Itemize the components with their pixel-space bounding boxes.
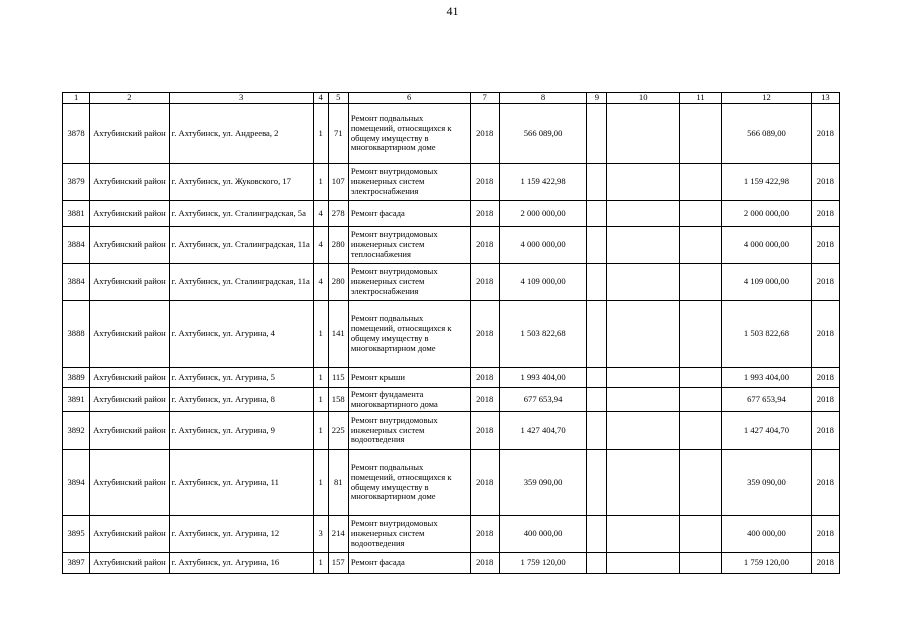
cell-floors: 4 xyxy=(313,264,328,301)
cell-work-type: Ремонт внутридомовых инженерных систем электроснабжения xyxy=(348,164,470,201)
cell-district: Ахтубинский район xyxy=(90,553,170,574)
cell-total-cost: 1 159 422,98 xyxy=(499,164,587,201)
cell-record-number: 3892 xyxy=(63,412,90,450)
cell-col11 xyxy=(679,201,721,227)
cell-district: Ахтубинский район xyxy=(90,301,170,368)
table-row xyxy=(63,553,840,574)
cell-col9 xyxy=(587,450,607,516)
cell-district: Ахтубинский район xyxy=(90,201,170,227)
cell-start-year: 2018 xyxy=(470,201,499,227)
cell-district: Ахтубинский район xyxy=(90,388,170,412)
cell-district: Ахтубинский район xyxy=(90,516,170,553)
cell-start-year: 2018 xyxy=(470,301,499,368)
cell-work-type: Ремонт внутридомовых инженерных систем водоотведения xyxy=(348,516,470,553)
cell-floors: 1 xyxy=(313,388,328,412)
header-row xyxy=(63,93,840,104)
cell-floors: 1 xyxy=(313,368,328,388)
cell-col10 xyxy=(607,368,679,388)
table-row xyxy=(63,412,840,450)
cell-apartments: 71 xyxy=(328,104,348,164)
cell-cost-fund: 566 089,00 xyxy=(722,104,812,164)
cell-cost-fund: 1 993 404,00 xyxy=(722,368,812,388)
cell-floors: 4 xyxy=(313,201,328,227)
cell-col11 xyxy=(679,164,721,201)
cell-address: г. Ахтубинск, ул. Андреева, 2 xyxy=(169,104,313,164)
cell-start-year: 2018 xyxy=(470,388,499,412)
cell-cost-fund: 677 653,94 xyxy=(722,388,812,412)
cell-cost-fund: 1 503 822,68 xyxy=(722,301,812,368)
cell-col11 xyxy=(679,553,721,574)
cell-floors: 1 xyxy=(313,412,328,450)
cell-col9 xyxy=(587,104,607,164)
cell-total-cost: 1 427 404,70 xyxy=(499,412,587,450)
cell-floors: 1 xyxy=(313,301,328,368)
cell-record-number: 3878 xyxy=(63,104,90,164)
cell-floors: 3 xyxy=(313,516,328,553)
cell-end-year: 2018 xyxy=(811,412,839,450)
cell-start-year: 2018 xyxy=(470,227,499,264)
cell-work-type: Ремонт крыши xyxy=(348,368,470,388)
column-header-8: 8 xyxy=(499,93,587,104)
table-row xyxy=(63,368,840,388)
column-header-7: 7 xyxy=(470,93,499,104)
cell-work-type: Ремонт фундамента многоквартирного дома xyxy=(348,388,470,412)
cell-apartments: 81 xyxy=(328,450,348,516)
cell-cost-fund: 4 109 000,00 xyxy=(722,264,812,301)
cell-col10 xyxy=(607,450,679,516)
cell-col10 xyxy=(607,201,679,227)
table-row xyxy=(63,201,840,227)
cell-district: Ахтубинский район xyxy=(90,450,170,516)
cell-col9 xyxy=(587,516,607,553)
column-header-3: 3 xyxy=(169,93,313,104)
cell-cost-fund: 359 090,00 xyxy=(722,450,812,516)
cell-col9 xyxy=(587,368,607,388)
cell-record-number: 3881 xyxy=(63,201,90,227)
cell-address: г. Ахтубинск, ул. Агурина, 12 xyxy=(169,516,313,553)
cell-col9 xyxy=(587,553,607,574)
cell-record-number: 3895 xyxy=(63,516,90,553)
cell-end-year: 2018 xyxy=(811,553,839,574)
cell-work-type: Ремонт внутридомовых инженерных систем теплоснабжения xyxy=(348,227,470,264)
cell-work-type: Ремонт внутридомовых инженерных систем водоотведения xyxy=(348,412,470,450)
cell-col10 xyxy=(607,516,679,553)
cell-apartments: 214 xyxy=(328,516,348,553)
cell-apartments: 278 xyxy=(328,201,348,227)
cell-col11 xyxy=(679,227,721,264)
cell-record-number: 3891 xyxy=(63,388,90,412)
cell-address: г. Ахтубинск, ул. Сталинградская, 5а xyxy=(169,201,313,227)
cell-cost-fund: 1 427 404,70 xyxy=(722,412,812,450)
cell-end-year: 2018 xyxy=(811,388,839,412)
cell-work-type: Ремонт подвальных помещений, относящихся к общему имуществу в многоквартирном доме xyxy=(348,301,470,368)
cell-floors: 1 xyxy=(313,164,328,201)
cell-record-number: 3879 xyxy=(63,164,90,201)
cell-address: г. Ахтубинск, ул. Сталинградская, 11а xyxy=(169,227,313,264)
cell-end-year: 2018 xyxy=(811,227,839,264)
column-header-13: 13 xyxy=(811,93,839,104)
table-row xyxy=(63,104,840,164)
cell-start-year: 2018 xyxy=(470,104,499,164)
column-header-11: 11 xyxy=(679,93,721,104)
cell-work-type: Ремонт подвальных помещений, относящихся к общему имуществу в многоквартирном доме xyxy=(348,104,470,164)
cell-col11 xyxy=(679,264,721,301)
column-header-12: 12 xyxy=(722,93,812,104)
table-row xyxy=(63,301,840,368)
table-body xyxy=(63,104,840,574)
cell-col10 xyxy=(607,104,679,164)
table-row xyxy=(63,164,840,201)
cell-total-cost: 400 000,00 xyxy=(499,516,587,553)
cell-district: Ахтубинский район xyxy=(90,264,170,301)
cell-apartments: 225 xyxy=(328,412,348,450)
cell-apartments: 107 xyxy=(328,164,348,201)
cell-end-year: 2018 xyxy=(811,516,839,553)
cell-col10 xyxy=(607,553,679,574)
cell-record-number: 3888 xyxy=(63,301,90,368)
column-header-6: 6 xyxy=(348,93,470,104)
cell-end-year: 2018 xyxy=(811,368,839,388)
cell-col11 xyxy=(679,388,721,412)
cell-end-year: 2018 xyxy=(811,201,839,227)
cell-district: Ахтубинский район xyxy=(90,368,170,388)
cell-floors: 4 xyxy=(313,227,328,264)
cell-apartments: 115 xyxy=(328,368,348,388)
table-row xyxy=(63,450,840,516)
cell-district: Ахтубинский район xyxy=(90,412,170,450)
cell-start-year: 2018 xyxy=(470,412,499,450)
cell-col9 xyxy=(587,264,607,301)
cell-work-type: Ремонт внутридомовых инженерных систем электроснабжения xyxy=(348,264,470,301)
column-header-5: 5 xyxy=(328,93,348,104)
cell-record-number: 3884 xyxy=(63,227,90,264)
cell-apartments: 280 xyxy=(328,227,348,264)
cell-start-year: 2018 xyxy=(470,516,499,553)
cell-cost-fund: 1 759 120,00 xyxy=(722,553,812,574)
column-header-2: 2 xyxy=(90,93,170,104)
cell-start-year: 2018 xyxy=(470,553,499,574)
repair-program-table xyxy=(62,92,840,574)
cell-start-year: 2018 xyxy=(470,450,499,516)
column-header-9: 9 xyxy=(587,93,607,104)
cell-cost-fund: 1 159 422,98 xyxy=(722,164,812,201)
cell-col10 xyxy=(607,164,679,201)
cell-col11 xyxy=(679,368,721,388)
cell-col11 xyxy=(679,516,721,553)
table-row xyxy=(63,264,840,301)
cell-col9 xyxy=(587,412,607,450)
cell-address: г. Ахтубинск, ул. Жуковского, 17 xyxy=(169,164,313,201)
cell-record-number: 3889 xyxy=(63,368,90,388)
cell-record-number: 3894 xyxy=(63,450,90,516)
cell-apartments: 157 xyxy=(328,553,348,574)
cell-apartments: 158 xyxy=(328,388,348,412)
cell-end-year: 2018 xyxy=(811,164,839,201)
cell-address: г. Ахтубинск, ул. Агурина, 11 xyxy=(169,450,313,516)
cell-total-cost: 1 993 404,00 xyxy=(499,368,587,388)
cell-district: Ахтубинский район xyxy=(90,164,170,201)
cell-cost-fund: 4 000 000,00 xyxy=(722,227,812,264)
cell-total-cost: 2 000 000,00 xyxy=(499,201,587,227)
cell-col9 xyxy=(587,227,607,264)
cell-floors: 1 xyxy=(313,450,328,516)
cell-col10 xyxy=(607,264,679,301)
page-number: 41 xyxy=(446,4,459,18)
cell-floors: 1 xyxy=(313,104,328,164)
table-row xyxy=(63,388,840,412)
cell-col11 xyxy=(679,104,721,164)
cell-col10 xyxy=(607,227,679,264)
cell-total-cost: 4 109 000,00 xyxy=(499,264,587,301)
cell-total-cost: 4 000 000,00 xyxy=(499,227,587,264)
cell-col9 xyxy=(587,301,607,368)
cell-address: г. Ахтубинск, ул. Агурина, 16 xyxy=(169,553,313,574)
table-row xyxy=(63,516,840,553)
cell-col9 xyxy=(587,164,607,201)
cell-start-year: 2018 xyxy=(470,368,499,388)
cell-col10 xyxy=(607,301,679,368)
column-header-10: 10 xyxy=(607,93,679,104)
cell-address: г. Ахтубинск, ул. Сталинградская, 11а xyxy=(169,264,313,301)
cell-col9 xyxy=(587,388,607,412)
cell-work-type: Ремонт подвальных помещений, относящихся к общему имуществу в многоквартирном доме xyxy=(348,450,470,516)
cell-address: г. Ахтубинск, ул. Агурина, 8 xyxy=(169,388,313,412)
cell-record-number: 3884 xyxy=(63,264,90,301)
cell-col10 xyxy=(607,412,679,450)
cell-start-year: 2018 xyxy=(470,264,499,301)
cell-end-year: 2018 xyxy=(811,264,839,301)
cell-end-year: 2018 xyxy=(811,301,839,368)
cell-address: г. Ахтубинск, ул. Агурина, 9 xyxy=(169,412,313,450)
cell-address: г. Ахтубинск, ул. Агурина, 5 xyxy=(169,368,313,388)
cell-apartments: 141 xyxy=(328,301,348,368)
cell-end-year: 2018 xyxy=(811,104,839,164)
cell-district: Ахтубинский район xyxy=(90,104,170,164)
cell-end-year: 2018 xyxy=(811,450,839,516)
column-header-4: 4 xyxy=(313,93,328,104)
cell-total-cost: 359 090,00 xyxy=(499,450,587,516)
cell-col11 xyxy=(679,412,721,450)
cell-record-number: 3897 xyxy=(63,553,90,574)
cell-district: Ахтубинский район xyxy=(90,227,170,264)
cell-start-year: 2018 xyxy=(470,164,499,201)
cell-total-cost: 566 089,00 xyxy=(499,104,587,164)
cell-cost-fund: 2 000 000,00 xyxy=(722,201,812,227)
cell-col9 xyxy=(587,201,607,227)
cell-apartments: 280 xyxy=(328,264,348,301)
cell-total-cost: 677 653,94 xyxy=(499,388,587,412)
cell-address: г. Ахтубинск, ул. Агурина, 4 xyxy=(169,301,313,368)
cell-cost-fund: 400 000,00 xyxy=(722,516,812,553)
cell-work-type: Ремонт фасада xyxy=(348,553,470,574)
cell-col11 xyxy=(679,450,721,516)
table-row xyxy=(63,227,840,264)
cell-total-cost: 1 759 120,00 xyxy=(499,553,587,574)
cell-col10 xyxy=(607,388,679,412)
cell-col11 xyxy=(679,301,721,368)
column-header-1: 1 xyxy=(63,93,90,104)
cell-work-type: Ремонт фасада xyxy=(348,201,470,227)
cell-floors: 1 xyxy=(313,553,328,574)
cell-total-cost: 1 503 822,68 xyxy=(499,301,587,368)
